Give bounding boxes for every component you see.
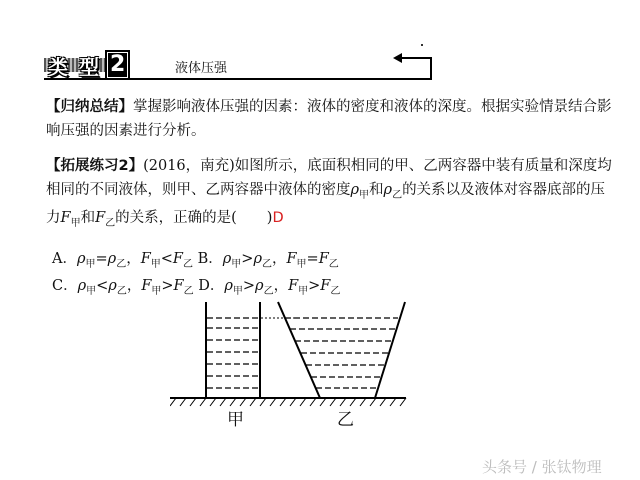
relation: = — [306, 251, 319, 267]
sub-jia: 甲 — [150, 258, 161, 270]
header-rule-corner — [430, 58, 432, 80]
option-letter: A． — [52, 251, 77, 267]
exercise-text-1: (2016，南充)如图所示，底面积相同的甲、乙两容器中装有质量和深度均相同的不同液体，则甲、乙两容器中液体的密度 — [46, 158, 612, 198]
ground-hatching — [170, 398, 406, 406]
summary-paragraph — [46, 96, 616, 143]
symbol-F: F — [60, 209, 71, 226]
sub-yi: 乙 — [116, 258, 127, 270]
type-number: 2 — [107, 52, 128, 78]
containers-figure — [170, 298, 410, 438]
option-c[interactable]: C．$\rho_甲<\rho_乙$，$F_甲>F_乙$ — [52, 278, 194, 297]
exercise-text-3: 的关系，正确的是( — [115, 209, 237, 226]
section-header — [44, 50, 434, 80]
symbol-rho: ρ — [107, 251, 117, 267]
blank-close: ) — [266, 209, 273, 226]
symbol-rho: ρ — [255, 278, 264, 294]
arrow-left-icon — [393, 53, 402, 63]
symbol-F: F — [95, 209, 106, 226]
sub-jia: 甲 — [359, 189, 370, 201]
option-a[interactable]: A．$\rho_甲=\rho_乙$，$F_甲<F_乙$ — [52, 251, 193, 270]
symbol-rho: ρ — [76, 251, 86, 267]
sub-yi: 乙 — [263, 285, 274, 297]
symbol-rho: ρ — [253, 251, 262, 267]
sub-yi: 乙 — [183, 285, 194, 297]
summary-text: 掌握影响液体压强的因素：液体的密度和液体的深度。根据实验情景结合影响压强的因素进行分析。 — [46, 99, 612, 139]
exercise-text-2: 的关系以及液体对容器底部的压力 — [46, 181, 606, 226]
container-jia — [206, 302, 260, 398]
type-word: 类 型 — [48, 54, 101, 79]
answer-letter: D — [272, 209, 284, 226]
exercise-paragraph — [46, 155, 616, 235]
type-tag — [44, 50, 128, 80]
symbol-rho: ρ — [224, 278, 233, 294]
summary-label: 【归纳总结】 — [46, 99, 133, 115]
label-yi: 乙 — [337, 410, 354, 430]
sub-jia: 甲 — [231, 258, 242, 270]
sub-jia: 甲 — [151, 285, 162, 297]
relation: < — [96, 278, 109, 294]
exercise-and-2: 和 — [80, 209, 96, 226]
sub-yi: 乙 — [261, 258, 272, 270]
header-rule-top — [398, 57, 432, 59]
watermark: 头条号 / 张钛物理 — [482, 458, 602, 476]
symbol-rho: ρ — [222, 251, 232, 267]
symbol-F: F — [288, 278, 299, 294]
sub-jia: 甲 — [85, 258, 96, 270]
sub-jia: 甲 — [86, 285, 97, 297]
relation: = — [95, 251, 108, 267]
symbol-F: F — [141, 278, 152, 294]
sub-yi: 乙 — [328, 258, 339, 270]
symbol-rho: ρ — [350, 181, 360, 198]
symbol-F: F — [286, 251, 297, 267]
header-rule — [44, 78, 432, 80]
stray-dot — [421, 44, 423, 46]
options-row-2 — [52, 274, 340, 297]
option-b[interactable]: B．$\rho_甲>\rho_乙$，$F_甲=F_乙$ — [197, 251, 339, 270]
symbol-F: F — [140, 251, 151, 267]
sub-yi: 乙 — [116, 285, 127, 297]
sub-yi: 乙 — [182, 258, 193, 270]
exercise-and-1: 和 — [369, 181, 384, 198]
sub-yi: 乙 — [330, 285, 341, 297]
sub-yi: 乙 — [392, 189, 403, 201]
container-yi — [278, 302, 405, 398]
symbol-rho: ρ — [108, 278, 117, 294]
option-letter: C． — [52, 278, 78, 294]
symbol-rho: ρ — [383, 181, 393, 198]
option-d[interactable]: D．$\rho_甲>\rho_乙$，$F_甲>F_乙$ — [198, 278, 341, 297]
section-title: 液体压强 — [175, 61, 228, 76]
symbol-F: F — [320, 278, 331, 294]
relation: > — [308, 278, 321, 294]
sub-yi: 乙 — [105, 217, 116, 229]
relation: > — [242, 278, 256, 294]
label-jia: 甲 — [227, 410, 244, 430]
exercise-label: 【拓展练习2】 — [46, 158, 144, 174]
sub-jia: 甲 — [70, 217, 81, 229]
symbol-rho: ρ — [77, 278, 87, 294]
relation: > — [161, 278, 174, 294]
options-row-1 — [52, 247, 339, 270]
sub-jia: 甲 — [232, 285, 243, 297]
relation: > — [241, 251, 254, 267]
sub-jia: 甲 — [296, 258, 307, 270]
symbol-F: F — [173, 278, 184, 294]
option-letter: B． — [197, 251, 223, 267]
symbol-F: F — [318, 251, 329, 267]
option-letter: D． — [198, 278, 225, 294]
relation: < — [160, 251, 173, 267]
symbol-F: F — [172, 251, 183, 267]
sub-jia: 甲 — [298, 285, 309, 297]
